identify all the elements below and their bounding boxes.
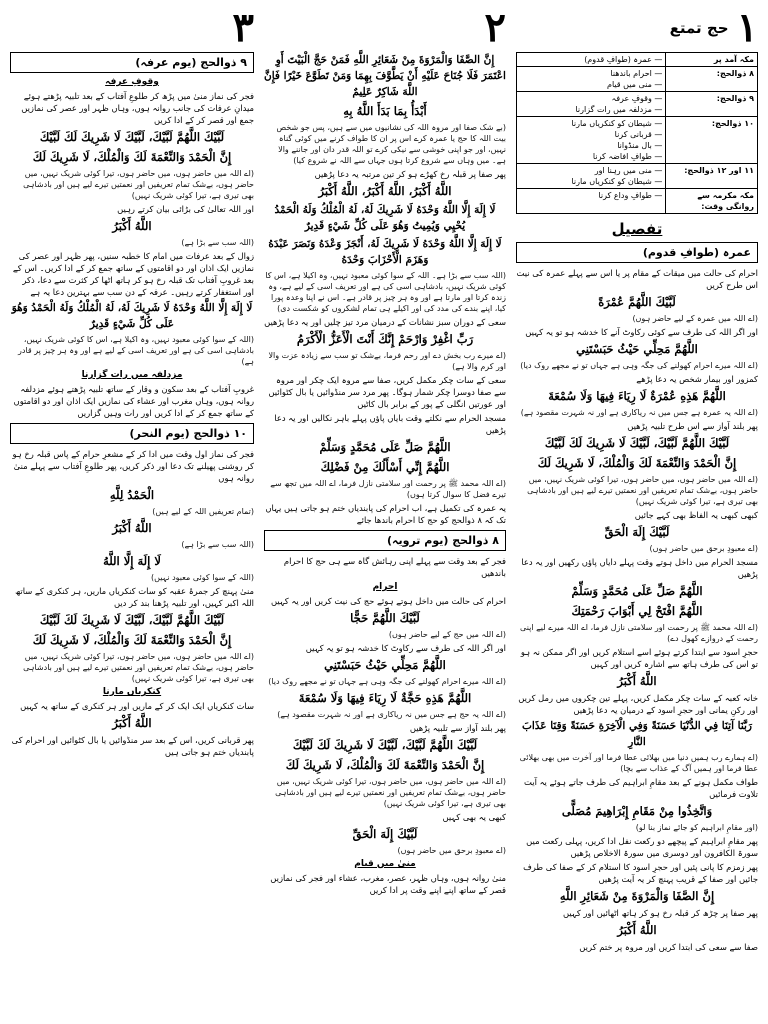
schedule-item: — منی میں رہنا اور (594, 166, 663, 175)
column-number: ١ (736, 8, 758, 51)
arabic-dua: إِنَّ الْحَمْدَ وَالنِّعْمَةَ لَكَ وَالْمُلْكَ، لَا شَرِيكَ لَكَ (537, 456, 737, 470)
translation-text: (اللہ کے سوا کوئی معبود نہیں) (150, 573, 254, 582)
instruction-text: فجر کے بعد وقت سے پہلے اپنی رہائش گاہ سے ہی حج کا احرام باندھیں (283, 556, 506, 578)
translation-text: (بے شک صفا اور مروہ اللہ کی نشانیوں میں سے ہیں، پس جو شخص بیت اللہ کا حج یا عمرہ کرے اس پر ان کا طواف کرنے میں کوئی گناہ نہیں، اور جو اپنی خوشی سے نیکی کرے تو اللہ قدر دان اور جاننے والا ہے۔ میں وہاں سے شروع کرتا ہوں جہاں سے اللہ نے شروع کیا) (276, 123, 506, 165)
schedule-item: — وقوفِ عرفہ (611, 94, 663, 103)
arabic-dua: لَبَّيْكَ اللَّهُمَّ عُمْرَةً (598, 295, 676, 309)
arabic-dua: اللَّهُ أَكْبَرُ، اللَّهُ أَكْبَرُ، اللَّهُ أَكْبَرُ (318, 184, 452, 198)
instruction-text: مسجد الحرام میں داخل ہوتے وقت پہلے دایاں پاؤں رکھیں اور یہ دعا پڑھیں (521, 557, 758, 579)
arabic-dua: اللَّهُ أَكْبَرُ (112, 716, 152, 730)
instruction-text: اور اگر اللہ کی طرف سے کوئی رکاوٹ آنے کا خدشہ ہو تو یہ کہیں (525, 327, 758, 337)
instruction-text: سعی کے دوران سبز نشانات کے درمیان مرد تیز چلیں اور یہ دعا پڑھیں (264, 317, 506, 327)
arabic-dua: إِنَّ الصَّفَا وَالْمَرْوَةَ مِنْ شَعَائِرِ اللَّهِ (559, 889, 715, 903)
translation-text: (اے معبودِ برحق میں حاضر ہوں) (397, 846, 506, 855)
schedule-item: — بال منڈوانا (617, 141, 663, 150)
section-heading-umrah: عمرہ (طوافِ قدوم) (516, 242, 758, 263)
sub-heading: کنکریاں مارنا (102, 687, 162, 697)
arabic-dua: اللَّهُ أَكْبَرُ (112, 219, 152, 233)
arabic-dua: لَا إِلَهَ إِلَّا اللَّهُ وَحْدَهُ لَا شَرِيكَ لَهُ، لَهُ الْمُلْكُ وَلَهُ الْحَمْدُ وَهُوَ عَلَى كُلِّ شَيْءٍ قَدِيرٌ (11, 302, 253, 330)
schedule-items (517, 117, 666, 164)
arabic-dua: اللَّهُمَّ مَحِلِّي حَيْثُ حَبَسْتَنِي (576, 342, 698, 356)
column-2 (264, 8, 506, 1016)
instruction-text: سات کنکریاں ایک ایک کر کے ماریں اور ہر کنکری کے ساتھ یہ کہیں (20, 701, 254, 711)
translation-text: (اے اللہ یہ حج ہے جس میں نہ ریاکاری ہے اور نہ شہرت مقصود ہے) (277, 710, 506, 719)
instruction-text: پھر بلند آواز سے اس طرح تلبیہ پڑھیں (627, 421, 758, 431)
arabic-dua: إِنَّ الْحَمْدَ وَالنِّعْمَةَ لَكَ وَالْمُلْكَ، لَا شَرِيكَ لَكَ (32, 150, 232, 164)
translation-text: (اے ہمارے رب ہمیں دنیا میں بھلائی عطا فرما اور آخرت میں بھی بھلائی عطا فرما اور ہمیں آگ کے عذاب سے بچا) (519, 753, 758, 773)
schedule-day: ۱۰ ذوالحج: (666, 117, 758, 164)
arabic-dua: رَبِّ اغْفِرْ وَارْحَمْ إِنَّكَ أَنْتَ الْأَعَزُّ الْأَكْرَمُ (296, 332, 474, 346)
instruction-text: پھر قربانی کریں، اس کے بعد سر منڈوائیں یا بال کٹوائیں اور احرام کی پابندیاں ختم ہو جاتی ہیں (11, 735, 254, 757)
column-title: حج تمتع (669, 19, 729, 37)
schedule-items (517, 189, 666, 214)
schedule-item: — شیطان کو کنکریاں مارنا (571, 119, 663, 128)
schedule-items (517, 92, 666, 117)
instruction-text: پھر بلند آواز سے تلبیہ پڑھیں (409, 723, 506, 733)
instruction-text: پھر مقامِ ابراہیم کے پیچھے دو رکعت نفل ادا کریں، پہلی رکعت میں سورۃ الکافرون اور دوسری میں سورۃ الاخلاص پڑھیں (526, 836, 758, 858)
translation-text: (اے اللہ میں حاضر ہوں، میں حاضر ہوں، تیرا کوئی شریک نہیں، میں حاضر ہوں، بےشک تمام تعریفیں اور نعمتیں تیرے لیے ہیں اور بادشاہی بھی تیری ہے، تیرا کوئی شریک نہیں) (527, 475, 758, 506)
arabic-dua: اللَّهُمَّ صَلِّ عَلَى مُحَمَّدٍ وَسَلِّمْ (571, 584, 703, 598)
arabic-dua: لَبَّيْكَ اللَّهُمَّ لَبَّيْكَ، لَبَّيْكَ لَا شَرِيكَ لَكَ لَبَّيْكَ (292, 738, 478, 752)
arabic-dua: رَبَّنَا آتِنَا فِي الدُّنْيَا حَسَنَةً وَفِي الْآخِرَةِ حَسَنَةً وَقِنَا عَذَابَ النَّارِ (521, 720, 753, 748)
instruction-text: اور اللہ تعالیٰ کی بڑائی بیان کرتے رہیں (117, 204, 254, 214)
column-3-content (10, 52, 254, 758)
schedule-day: ۱۱ اور ۱۲ ذوالحج: (666, 164, 758, 189)
schedule-row (517, 53, 758, 67)
translation-text: (اللہ سب سے بڑا ہے) (181, 540, 254, 549)
column-1 (516, 8, 758, 1016)
column-number: ٢ (484, 8, 506, 51)
column-1-content (516, 267, 758, 953)
schedule-day: ۸ ذوالحج: (666, 67, 758, 92)
instruction-text: کبھی یہ بھی کہیں (442, 812, 506, 822)
section-heading: ۱۰ ذوالحج (یوم النحر) (10, 423, 254, 444)
column-1-header (516, 8, 758, 51)
instruction-text: فجر کی نماز اول وقت میں ادا کر کے مشعرِ حرام کے پاس قبلہ رخ ہو کر روشنی پھیلنے تک دعا اور ذکر کریں، پھر طلوعِ آفتاب سے پہلے منیٰ روانہ ہوں (12, 449, 254, 483)
arabic-dua: اللَّهُمَّ مَحِلِّي حَيْثُ حَبَسْتَنِي (324, 658, 446, 672)
schedule-day: ۹ ذوالحج: (666, 92, 758, 117)
arabic-dua: اللَّهُمَّ هَذِهِ عُمْرَةٌ لَا رِيَاءَ فِيهَا وَلَا سُمْعَةَ (548, 389, 726, 403)
translation-text: (اے اللہ میں عمرہ کے لیے حاضر ہوں) (632, 314, 758, 323)
translation-text: (اے اللہ میں حاضر ہوں، میں حاضر ہوں، تیرا کوئی شریک نہیں، میں حاضر ہوں، بےشک تمام تعریفیں اور نعمتیں تیرے لیے ہیں اور بادشاہی بھی تیری ہے، تیرا کوئی شریک نہیں) (275, 777, 506, 808)
schedule-item: — طوافِ وداع کرنا (598, 191, 663, 200)
instruction-text: یہ عمرہ کی تکمیل ہے، اب احرام کی پابندیاں ختم ہو جاتی ہیں یہاں تک کہ ۸ ذوالحج کو حج کا احرام باندھا جائے (265, 503, 506, 525)
translation-text: (اے میرے رب بخش دے اور رحم فرما، بےشک تو سب سے زیادہ عزت والا اور کرم والا ہے) (268, 351, 506, 371)
arabic-dua: لَبَّيْكَ اللَّهُمَّ حَجًّا (350, 611, 420, 625)
arabic-dua: لَبَّيْكَ اللَّهُمَّ لَبَّيْكَ، لَبَّيْكَ لَا شَرِيكَ لَكَ لَبَّيْكَ (544, 436, 730, 450)
arabic-dua: لَبَّيْكَ اللَّهُمَّ لَبَّيْكَ، لَبَّيْكَ لَا شَرِيكَ لَكَ لَبَّيْكَ (39, 613, 225, 627)
translation-text: (اللہ سب سے بڑا ہے۔ اللہ کے سوا کوئی معبود نہیں، وہ اکیلا ہے، اس کا کوئی شریک نہیں، بادشاہی اسی کی ہے اور تعریف اسی کے لیے ہے، وہ زندہ کرتا اور مارتا ہے اور وہ ہر چیز پر قادر ہے۔ اس نے اپنا وعدہ پورا کیا، اپنے بندے کی مدد کی اور اکیلے ہی تمام لشکروں کو شکست دی) (265, 271, 506, 313)
schedule-item: — احرام باندھنا (610, 69, 663, 78)
arabic-dua: لَبَّيْكَ إِلَهَ الْحَقِّ (352, 827, 418, 841)
schedule-item: — شیطان کو کنکریاں مارنا (571, 177, 663, 186)
schedule-day: مکہ آمد پر (666, 53, 758, 67)
instruction-text: سعی کے سات چکر مکمل کریں، صفا سے مروہ ایک چکر اور مروہ سے صفا دوسرا چکر شمار ہوگا۔ پھر مرد سر منڈوائیں یا بال کٹوائیں اور عورتیں انگلی کے پور کے برابر بال کاٹیں (268, 375, 506, 409)
translation-text: (اللہ سب سے بڑا ہے) (181, 238, 254, 247)
instruction-text: پھر صفا پر قبلہ رخ کھڑے ہو کر تین مرتبہ یہ دعا پڑھیں (314, 169, 506, 179)
schedule-item: — قربانی کرنا (614, 130, 663, 139)
section-heading: ۸ ذوالحج (یوم ترویہ) (264, 530, 506, 551)
arabic-dua: اللَّهُمَّ صَلِّ عَلَى مُحَمَّدٍ وَسَلِّمْ (319, 440, 451, 454)
instruction-text: احرام کی حالت میں داخل ہوتے ہوئے حج کی نیت کریں اور یہ کہیں (270, 596, 506, 606)
instruction-text: منیٰ روانہ ہوں، وہاں ظہر، عصر، مغرب، عشاء اور فجر کی نمازیں قصر کے ساتھ اپنے اپنے وقت پر ادا کریں (270, 873, 506, 895)
schedule-item: — عمرہ (طوافِ قدوم) (584, 55, 663, 64)
detail-heading: تفصیل (611, 220, 663, 238)
arabic-dua: اللَّهُمَّ هَذِهِ حَجَّةٌ لَا رِيَاءَ فِيهَا وَلَا سُمْعَةَ (298, 691, 472, 705)
schedule-item: — طوافِ افاضہ کرنا (592, 152, 663, 161)
instruction-text: صفا سے سعی کی ابتدا کریں اور مروہ پر ختم کریں (579, 942, 758, 952)
translation-text: (اے اللہ میں حج کے لیے حاضر ہوں) (388, 630, 506, 639)
instruction-text: فجر کی نماز منیٰ میں پڑھ کر طلوعِ آفتاب کے بعد تلبیہ پڑھتے ہوئے میدانِ عرفات کی جانب روانہ ہوں، وہاں ظہر اور عصر کی نمازیں جمع اور قصر کر کے ادا کریں (21, 91, 254, 125)
arabic-dua: لَبَّيْكَ اللَّهُمَّ لَبَّيْكَ، لَبَّيْكَ لَا شَرِيكَ لَكَ لَبَّيْكَ (39, 130, 225, 144)
arabic-dua: اللَّهُ أَكْبَرُ (112, 521, 152, 535)
schedule-table (516, 52, 758, 214)
column-3-header (10, 8, 254, 51)
arabic-dua: اللَّهُمَّ افْتَحْ لِي أَبْوَابَ رَحْمَتِكَ (571, 604, 703, 618)
instruction-text: زوال کے بعد عرفات میں امام کا خطبہ سنیں، پھر ظہر اور عصر کی نمازیں ایک اذان اور دو اقامتوں کے ساتھ جمع کر کے ادا کریں۔ اس کے بعد غروبِ آفتاب تک قبلہ رخ ہو کر ہاتھ اٹھا کر کثرت سے دعا، ذکر اور استغفار کرتے رہیں۔ عرفہ کے دن سب سے بہترین دعا یہ ہے (12, 251, 254, 297)
instruction-text: منیٰ پہنچ کر جمرۂ عقبہ کو سات کنکریاں ماریں، ہر کنکری کے ساتھ اللہ اکبر کہیں، اور تلبیہ پڑھنا بند کر دیں (15, 586, 254, 608)
translation-text: (تمام تعریفیں اللہ کے لیے ہیں) (152, 507, 254, 516)
translation-text: (اے معبودِ برحق میں حاضر ہوں) (649, 544, 758, 553)
arabic-dua: لَا إِلَهَ إِلَّا اللَّهُ وَحْدَهُ لَا شَرِيكَ لَهُ، أَنْجَزَ وَعْدَهُ وَنَصَرَ عَبْدَهُ وَهَزَمَ الْأَحْزَابَ وَحْدَهُ (268, 238, 502, 266)
instruction-text: کمزور اور بیمار شخص یہ دعا پڑھے (636, 374, 758, 384)
arabic-dua: إِنَّ الصَّفَا وَالْمَرْوَةَ مِنْ شَعَائِرِ اللَّهِ فَمَنْ حَجَّ الْبَيْتَ أَوِ اعْتَمَرَ فَلَا جُنَاحَ عَلَيْهِ أَنْ يَطَّوَّفَ بِهِمَا وَمَنْ تَطَوَّعَ خَيْرًا فَإِنَّ اللَّهَ شَاكِرٌ عَلِيمٌ (264, 54, 506, 98)
instruction-text: پھر زمزم کا پانی پئیں اور حجرِ اسود کا استلام کر کے صفا کی طرف جائیں اور صفا کے قریب پہنچ کر یہ آیت پڑھیں (523, 862, 758, 884)
arabic-dua: أَبْدَأُ بِمَا بَدَأَ اللَّهُ بِهِ (343, 104, 427, 118)
instruction-text: طواف مکمل ہونے کے بعد مقامِ ابراہیم کی طرف جاتے ہوئے یہ آیت تلاوت فرمائیں (524, 777, 758, 799)
column-3 (10, 8, 254, 1016)
column-number: ٣ (232, 8, 254, 51)
schedule-row (517, 67, 758, 92)
arabic-dua: اللَّهُ أَكْبَرُ (617, 674, 657, 688)
section-heading: ۹ ذوالحج (یوم عرفہ) (10, 52, 254, 73)
schedule-row (517, 117, 758, 164)
instruction-text: غروبِ آفتاب کے بعد سکون و وقار کے ساتھ تلبیہ پڑھتے ہوئے مزدلفہ روانہ ہوں، وہاں مغرب اور عشاء کی نمازیں ایک اذان اور دو اقامتوں کے ساتھ جمع کر کے ادا کریں اور رات وہیں گزاریں (13, 384, 254, 418)
translation-text: (اے اللہ میرے احرام کھولنے کی جگہ وہی ہے جہاں تو نے مجھے روک دیا) (520, 361, 758, 370)
instruction-text: خانہ کعبہ کے سات چکر مکمل کریں، پہلے تین چکروں میں رمل کریں اور رکنِ یمانی اور حجرِ اسود کے درمیان یہ دعا پڑھیں (518, 693, 758, 715)
sub-heading: احرام (372, 582, 398, 592)
arabic-dua: لَا إِلَهَ إِلَّا اللَّهُ (103, 554, 161, 568)
arabic-dua: إِنَّ الْحَمْدَ وَالنِّعْمَةَ لَكَ وَالْمُلْكَ، لَا شَرِيكَ لَكَ (32, 633, 232, 647)
arabic-dua: الْحَمْدُ لِلَّهِ (109, 488, 155, 502)
instruction-text: احرام کی حالت میں میقات کے مقام پر یا اس سے پہلے عمرہ کی نیت اس طرح کریں (516, 268, 758, 290)
schedule-row (517, 189, 758, 214)
schedule-row (517, 164, 758, 189)
column-2-header (264, 8, 506, 51)
arabic-dua: لَا إِلَهَ إِلَّا اللَّهُ وَحْدَهُ لَا شَرِيكَ لَهُ، لَهُ الْمُلْكُ وَلَهُ الْحَمْدُ يُحْيِي وَيُمِيتُ وَهُوَ عَلَى كُلِّ شَيْءٍ قَدِيرٌ (274, 204, 496, 232)
arabic-dua: اللَّهُ أَكْبَرُ (617, 923, 657, 937)
instruction-text: کبھی کبھی یہ الفاظ بھی کہے جائیں (634, 510, 758, 520)
schedule-item: — مزدلفہ میں رات گزارنا (575, 105, 663, 114)
column-2-content (264, 52, 506, 896)
schedule-day: مکہ مکرمہ سے روانگی وقت: (666, 189, 758, 214)
instruction-text: مسجد الحرام سے نکلتے وقت بایاں پاؤں پہلے باہر نکالیں اور یہ دعا پڑھیں (274, 413, 506, 435)
translation-text: (اے اللہ محمد ﷺ پر رحمت اور سلامتی نازل فرما، اے اللہ میرے لیے اپنی رحمت کے دروازے کھول دے) (520, 623, 758, 643)
schedule-item: — منی میں قیام (607, 80, 663, 89)
translation-text: (اے اللہ یہ عمرہ ہے جس میں نہ ریاکاری ہے اور نہ شہرت مقصود ہے) (520, 408, 758, 417)
translation-text: (اللہ کے سوا کوئی معبود نہیں، وہ اکیلا ہے، اس کا کوئی شریک نہیں، بادشاہی اسی کی ہے اور تعریف اسی کے لیے ہے اور وہ ہر چیز پر قادر ہے) (18, 335, 254, 366)
schedule-items (517, 67, 666, 92)
arabic-dua: وَاتَّخِذُوا مِنْ مَقَامِ إِبْرَاهِيمَ مُصَلًّى (561, 804, 713, 818)
arabic-dua: اللَّهُمَّ إِنِّي أَسْأَلُكَ مِنْ فَضْلِكَ (320, 460, 450, 474)
translation-text: (اے اللہ میں حاضر ہوں، میں حاضر ہوں، تیرا کوئی شریک نہیں، میں حاضر ہوں، بےشک تمام تعریفیں اور نعمتیں تیرے لیے ہیں اور بادشاہی بھی تیری ہے، تیرا کوئی شریک نہیں) (23, 652, 254, 683)
instruction-text: اور اگر اللہ کی طرف سے رکاوٹ کا خدشہ ہو تو یہ کہیں (305, 643, 506, 653)
sub-heading: وقوفِ عرفہ (105, 77, 159, 87)
schedule-items (517, 53, 666, 67)
instruction-text: پھر صفا پر چڑھ کر قبلہ رخ ہو کر ہاتھ اٹھائیں اور کہیں (563, 908, 758, 918)
sub-heading: منیٰ میں قیام (354, 859, 416, 869)
schedule-row (517, 92, 758, 117)
arabic-dua: لَبَّيْكَ إِلَهَ الْحَقِّ (604, 525, 670, 539)
sub-heading: مزدلفہ میں رات گزارنا (81, 370, 183, 380)
arabic-dua: إِنَّ الْحَمْدَ وَالنِّعْمَةَ لَكَ وَالْمُلْكَ، لَا شَرِيكَ لَكَ (285, 758, 485, 772)
schedule-items (517, 164, 666, 189)
translation-text: (اے اللہ میرے احرام کھولنے کی جگہ وہی ہے جہاں تو نے مجھے روک دیا) (268, 677, 506, 686)
instruction-text: حجرِ اسود سے ابتدا کرتے ہوئے اسے استلام کریں اور اگر ممکن نہ ہو تو اس کی طرف ہاتھ سے اشارہ کریں اور کہیں (520, 647, 758, 669)
translation-text: (اور مقامِ ابراہیم کو جائے نماز بنا لو) (635, 823, 758, 832)
translation-text: (اے اللہ میں حاضر ہوں، میں حاضر ہوں، تیرا کوئی شریک نہیں، میں حاضر ہوں، بےشک تمام تعریفیں اور نعمتیں تیرے لیے ہیں اور بادشاہی بھی تیری ہے، تیرا کوئی شریک نہیں) (23, 169, 254, 200)
translation-text: (اے اللہ محمد ﷺ پر رحمت اور سلامتی نازل فرما، اے اللہ میں تجھ سے تیرے فضل کا سوال کرتا ہوں) (270, 479, 506, 499)
